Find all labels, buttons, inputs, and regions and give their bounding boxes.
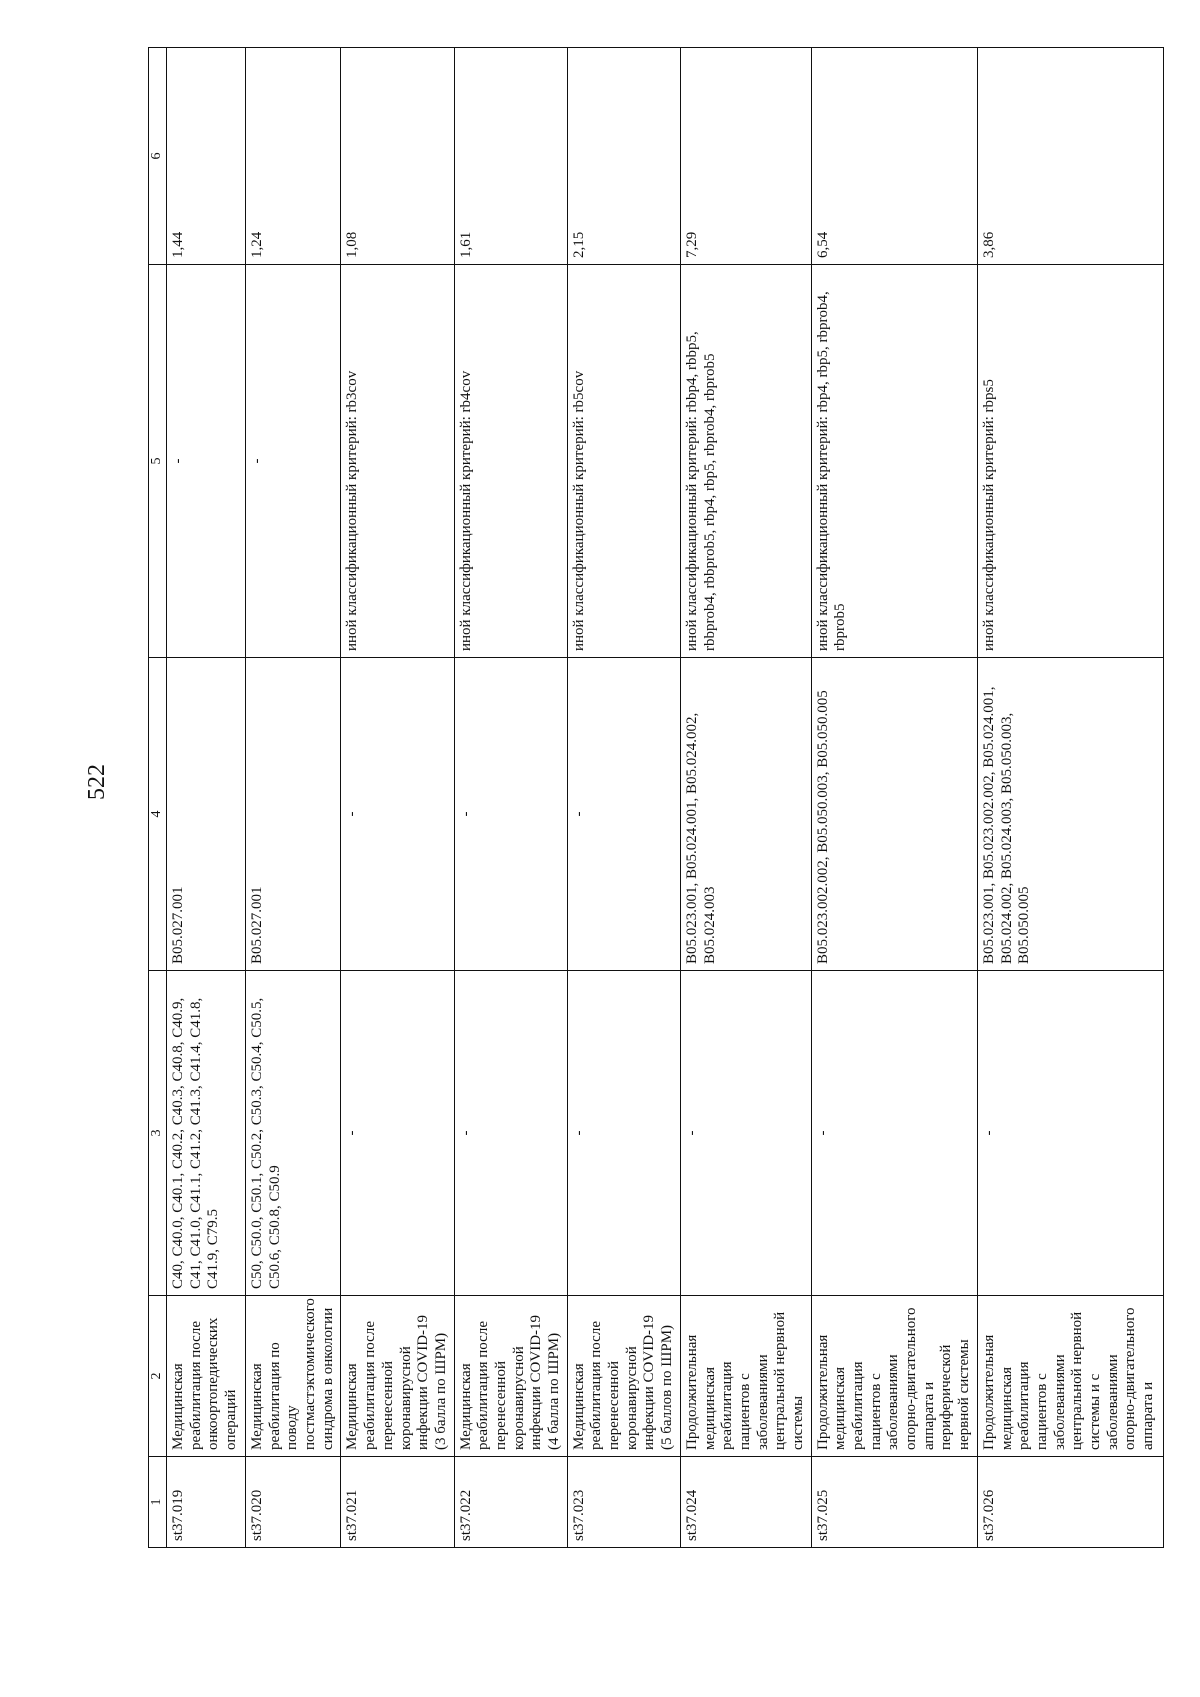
cell-coefficient: 1,08	[341, 48, 454, 265]
rotated-table-container	[148, 48, 1156, 1548]
cell-name: Медицинская реабилитация после перенесенной коронавирусной инфекции COVID-19 (3 балла по ШРМ)	[341, 1296, 454, 1457]
cell-name: Продолжительная медицинская реабилитация пациентов с заболеваниями центральной нервной системы	[680, 1296, 811, 1457]
cell-code: st37.024	[680, 1457, 811, 1548]
cell-name: Медицинская реабилитация после перенесенной коронавирусной инфекции COVID-19 (5 баллов по ШРМ)	[567, 1296, 680, 1457]
cell-criterion: иной классификационный критерий: rb4cov	[454, 265, 567, 658]
cell-criterion: иной классификационный критерий: rbps5	[977, 265, 1163, 658]
cell-code: st37.019	[167, 1457, 246, 1548]
cell-diagnoses: C50, C50.0, C50.1, C50.2, C50.3, C50.4, C50.5, C50.6, C50.8, C50.9	[246, 971, 341, 1296]
cell-code: st37.023	[567, 1457, 680, 1548]
header-col-2: 2	[149, 1296, 167, 1457]
cell-code: st37.026	[977, 1457, 1163, 1548]
header-col-6: 6	[149, 48, 167, 265]
header-col-1: 1	[149, 1457, 167, 1548]
header-col-3: 3	[149, 971, 167, 1296]
cell-services: -	[341, 658, 454, 971]
cell-services: -	[567, 658, 680, 971]
table-row	[811, 48, 977, 1548]
cell-name: Медицинская реабилитация по поводу постмастэктомического синдрома в онкологии	[246, 1296, 341, 1457]
cell-criterion: иной классификационный критерий: rbp4, rbp5, rbprob4, rbprob5	[811, 265, 977, 658]
cell-coefficient: 7,29	[680, 48, 811, 265]
cell-name: Продолжительная медицинская реабилитация пациентов с заболеваниями опорно-двигательного аппарата и периферической нервной системы	[811, 1296, 977, 1457]
cell-services: B05.023.002.002, B05.050.003, B05.050.005	[811, 658, 977, 971]
cell-coefficient: 6,54	[811, 48, 977, 265]
cell-coefficient: 1,24	[246, 48, 341, 265]
cell-coefficient: 1,44	[167, 48, 246, 265]
page-number: 522	[84, 764, 110, 800]
table-row	[680, 48, 811, 1548]
cell-code: st37.020	[246, 1457, 341, 1548]
cell-name: Медицинская реабилитация после онкоортопедических операций	[167, 1296, 246, 1457]
table-row	[977, 48, 1163, 1548]
cell-name: Медицинская реабилитация после перенесенной коронавирусной инфекции COVID-19 (4 балла по ШРМ)	[454, 1296, 567, 1457]
cell-diagnoses: -	[811, 971, 977, 1296]
cell-criterion: -	[167, 265, 246, 658]
table-row	[567, 48, 680, 1548]
cell-code: st37.021	[341, 1457, 454, 1548]
cell-coefficient: 2,15	[567, 48, 680, 265]
cell-diagnoses: -	[977, 971, 1163, 1296]
cell-diagnoses: -	[680, 971, 811, 1296]
cell-criterion: иной классификационный критерий: rb3cov	[341, 265, 454, 658]
header-col-4: 4	[149, 658, 167, 971]
table-row	[167, 48, 246, 1548]
cell-services: B05.023.001, B05.023.002.002, B05.024.001, B05.024.002, B05.024.003, B05.050.003, B05.050.005	[977, 658, 1163, 971]
cell-services: -	[454, 658, 567, 971]
cell-services: B05.027.001	[246, 658, 341, 971]
table-row	[454, 48, 567, 1548]
cell-code: st37.025	[811, 1457, 977, 1548]
header-col-5: 5	[149, 265, 167, 658]
cell-diagnoses: -	[567, 971, 680, 1296]
cell-criterion: -	[246, 265, 341, 658]
cell-diagnoses: -	[341, 971, 454, 1296]
table-row	[341, 48, 454, 1548]
cell-services: B05.023.001, B05.024.001, B05.024.002, B05.024.003	[680, 658, 811, 971]
table-row	[246, 48, 341, 1548]
cell-criterion: иной классификационный критерий: rbbp4, rbbp5, rbbprob4, rbbprob5, rbp4, rbp5, rbprob4, rbprob5	[680, 265, 811, 658]
cell-code: st37.022	[454, 1457, 567, 1548]
cell-diagnoses: C40, C40.0, C40.1, C40.2, C40.3, C40.8, C40.9, C41, C41.0, C41.1, C41.2, C41.3, C41.4, C41.8, C41.9, C79.5	[167, 971, 246, 1296]
cell-coefficient: 1,61	[454, 48, 567, 265]
cell-criterion: иной классификационный критерий: rb5cov	[567, 265, 680, 658]
cell-services: B05.027.001	[167, 658, 246, 971]
tariff-table	[148, 47, 1164, 1548]
cell-coefficient: 3,86	[977, 48, 1163, 265]
cell-diagnoses: -	[454, 971, 567, 1296]
cell-name: Продолжительная медицинская реабилитация пациентов с заболеваниями центральной нервной системы и с заболеваниями опорно-двигательного аппарата и	[977, 1296, 1163, 1457]
header-row	[149, 48, 167, 1548]
